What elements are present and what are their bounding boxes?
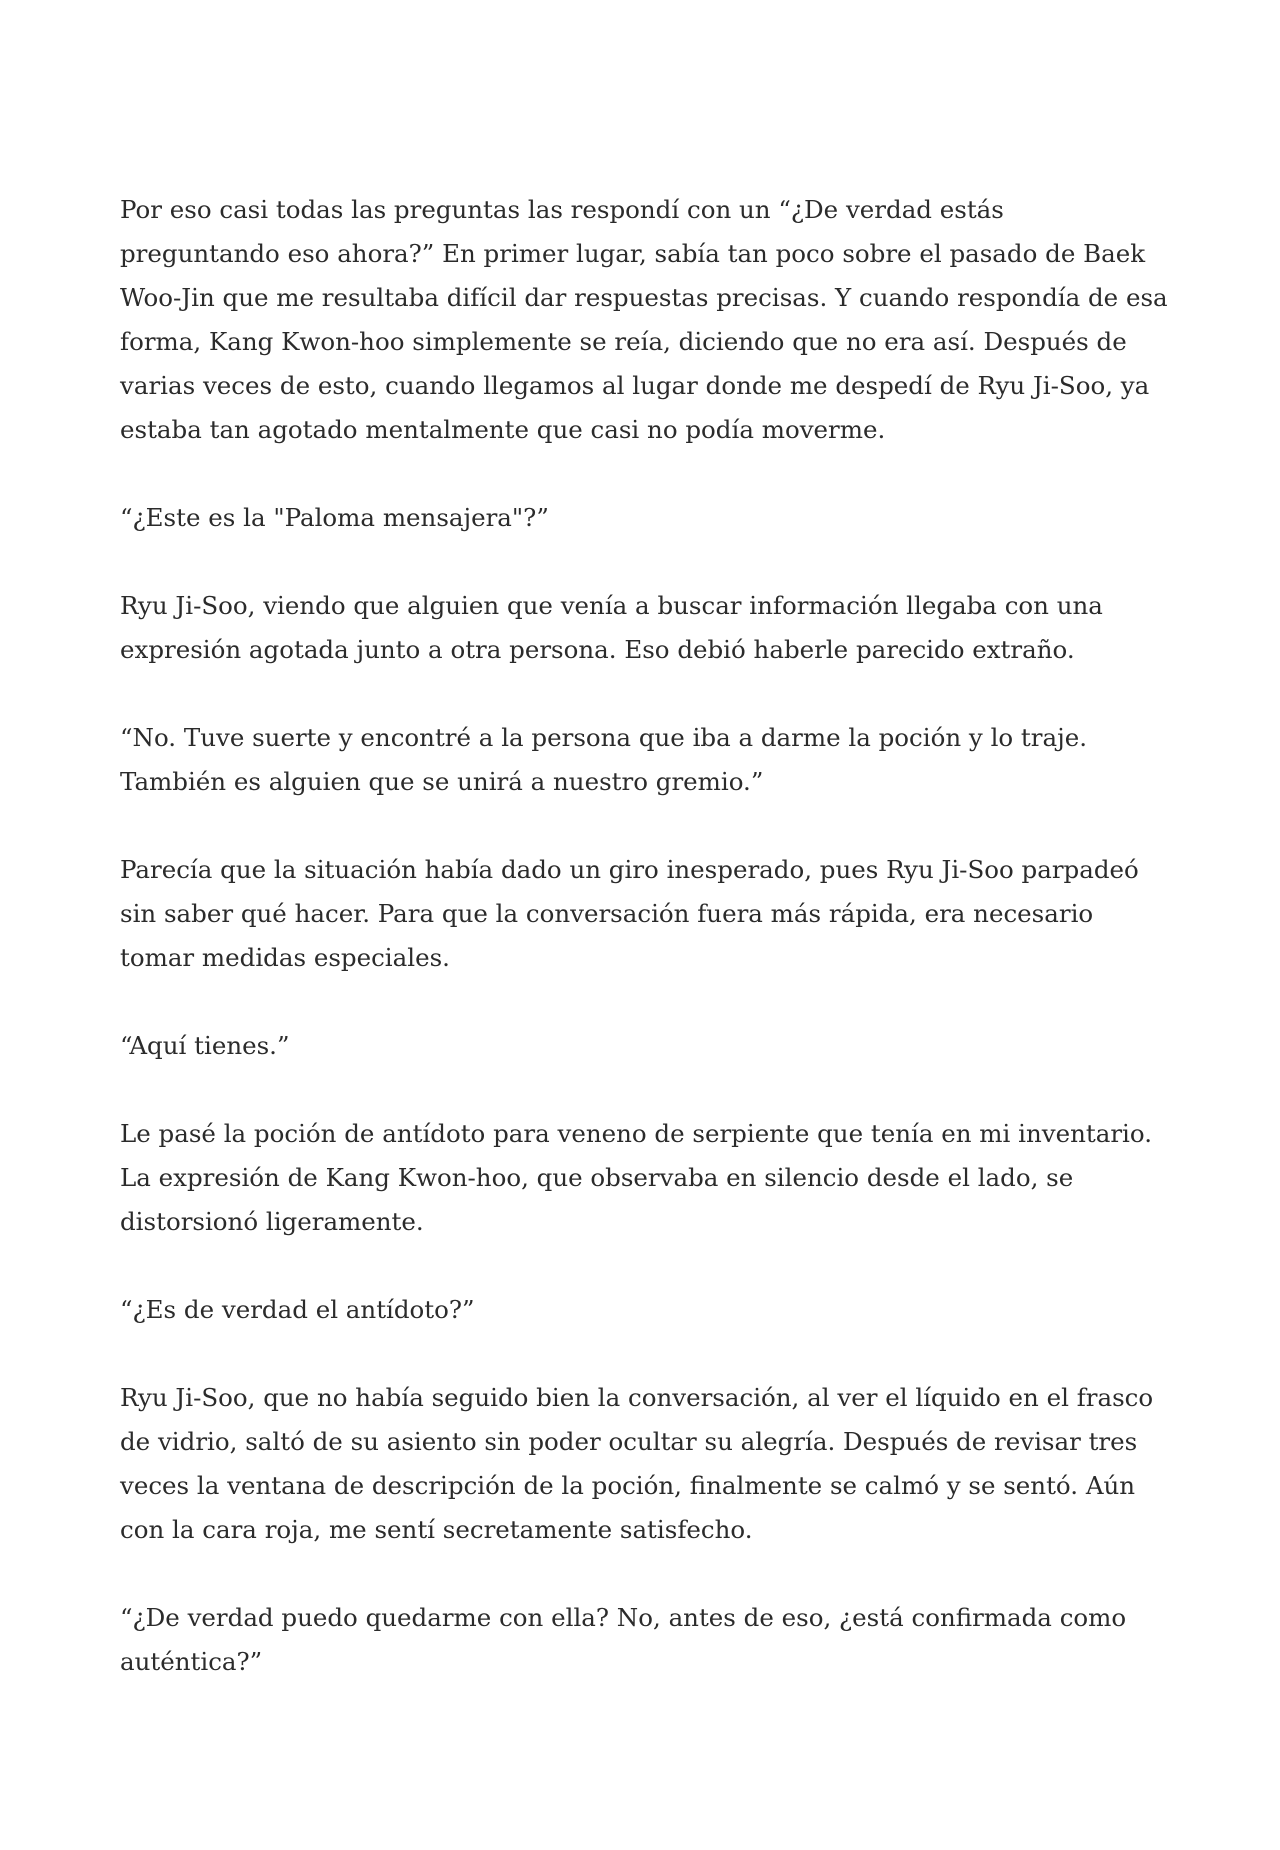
paragraph-9: Ryu Ji-Soo, que no había seguido bien la conversación, al ver el líquido en el frasco de vidrio, saltó de su asiento sin poder ocultar su alegría. Después de revisar tres veces la ventana de descripción de la poción, finalmente se calmó y se sentó. Aún con la cara roja, me sentí secretamente satisfecho. bbox=[120, 1383, 1154, 1544]
paragraph-10: “¿De verdad puedo quedarme con ella? No, antes de eso, ¿está confirmada como auténtica?” bbox=[120, 1603, 1127, 1676]
paragraph-8: “¿Es de verdad el antídoto?” bbox=[120, 1295, 475, 1324]
paragraph-6: “Aquí tienes.” bbox=[120, 1031, 290, 1060]
paragraph-1: Por eso casi todas las preguntas las respondí con un “¿De verdad estás preguntando eso ahora?” En primer lugar, sabía tan poco sobre el pasado de Baek Woo-Jin que me resultaba difícil dar respuestas precisas. Y cuando respondía de esa forma, Kang Kwon-hoo simplemente se reía, diciendo que no era así. Después de varias veces de esto, cuando llegamos al lugar donde me despedí de Ryu Ji-Soo, ya estaba tan agotado mentalmente que casi no podía moverme. bbox=[120, 195, 1168, 444]
document-body bbox=[120, 188, 1170, 1728]
paragraph-3: Ryu Ji-Soo, viendo que alguien que venía a buscar información llegaba con una expresión agotada junto a otra persona. Eso debió haberle parecido extraño. bbox=[120, 591, 1103, 664]
paragraph-2: “¿Este es la "Paloma mensajera"?” bbox=[120, 503, 549, 532]
paragraph-4: “No. Tuve suerte y encontré a la persona que iba a darme la poción y lo traje. También es alguien que se unirá a nuestro gremio.” bbox=[120, 723, 1087, 796]
paragraph-5: Parecía que la situación había dado un giro inesperado, pues Ryu Ji-Soo parpadeó sin saber qué hacer. Para que la conversación fuera más rápida, era necesario tomar medidas especiales. bbox=[120, 855, 1139, 972]
paragraph-7: Le pasé la poción de antídoto para veneno de serpiente que tenía en mi inventario. La expresión de Kang Kwon-hoo, que observaba en silencio desde el lado, se distorsionó ligeramente. bbox=[120, 1119, 1152, 1236]
